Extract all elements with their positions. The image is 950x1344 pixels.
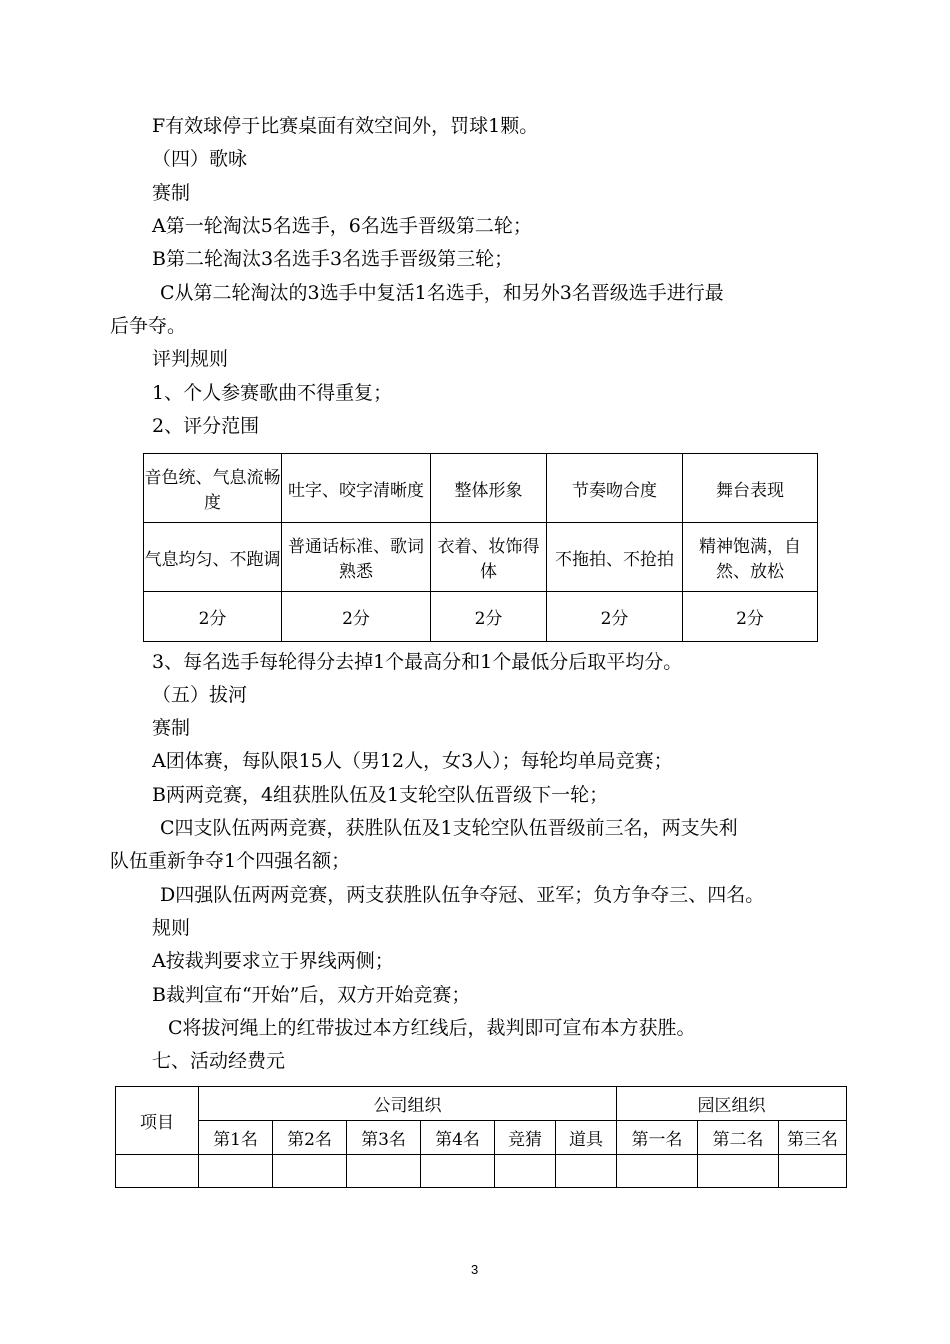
subheading: 评判规则 — [152, 348, 229, 370]
score-table — [143, 453, 818, 642]
budget-cell — [556, 1155, 617, 1188]
budget-cell — [617, 1155, 698, 1188]
budget-cell — [273, 1155, 347, 1188]
budget-cell — [116, 1155, 199, 1188]
company-col-header: 第2名 — [273, 1121, 347, 1155]
text-line: 后争夺。 — [110, 315, 187, 337]
company-col-header: 第3名 — [347, 1121, 421, 1155]
text-line: 1、个人参赛歌曲不得重复； — [152, 382, 393, 404]
item-header: 项目 — [116, 1087, 199, 1155]
company-col-header: 道具 — [556, 1121, 617, 1155]
score-header: 吐字、咬字清晰度 — [282, 454, 431, 523]
score-points: 2分 — [683, 592, 818, 642]
score-points: 2分 — [547, 592, 683, 642]
text-line: B两两竞赛，4组获胜队伍及1支轮空队伍晋级下一轮； — [152, 784, 609, 806]
score-points: 2分 — [431, 592, 547, 642]
park-col-header: 第一名 — [617, 1121, 698, 1155]
score-criterion: 不拖拍、不抢拍 — [547, 523, 683, 592]
text-line: A第一轮淘汰5名选手，6名选手晋级第二轮； — [152, 215, 532, 237]
section-heading: （五）拔河 — [152, 684, 248, 706]
company-col-header: 竞猜 — [495, 1121, 556, 1155]
text-line: A团体赛，每队限15人（男12人，女3人）；每轮均单局竞赛； — [152, 750, 673, 772]
text-line: 2、评分范围 — [152, 415, 260, 437]
budget-cell — [495, 1155, 556, 1188]
text-line: C从第二轮淘汰的3选手中复活1名选手，和另外3名晋级选手进行最 — [160, 282, 724, 304]
budget-cell — [421, 1155, 495, 1188]
page-number: 3 — [471, 1262, 479, 1277]
park-header: 园区组织 — [617, 1087, 847, 1121]
section-heading: （四）歌咏 — [152, 148, 248, 170]
score-header: 舞台表现 — [683, 454, 818, 523]
text-line: B第二轮淘汰3名选手3名选手晋级第三轮； — [152, 248, 514, 270]
budget-cell — [199, 1155, 273, 1188]
company-col-header: 第1名 — [199, 1121, 273, 1155]
text-line: A按裁判要求立于界线两侧； — [152, 950, 394, 972]
score-criterion: 精神饱满，自然、放松 — [683, 523, 818, 592]
budget-cell — [347, 1155, 421, 1188]
score-header: 音色统、气息流畅度 — [144, 454, 282, 523]
score-criterion: 衣着、妆饰得体 — [431, 523, 547, 592]
score-criterion: 普通话标准、歌词熟悉 — [282, 523, 431, 592]
company-header: 公司组织 — [199, 1087, 617, 1121]
score-criterion: 气息均匀、不跑调 — [144, 523, 282, 592]
section-heading: 七、活动经费元 — [152, 1050, 286, 1072]
park-col-header: 第三名 — [779, 1121, 847, 1155]
score-header: 整体形象 — [431, 454, 547, 523]
text-line: 3、每名选手每轮得分去掉1个最高分和1个最低分后取平均分。 — [152, 651, 683, 673]
score-points: 2分 — [144, 592, 282, 642]
text-line: B裁判宣布“开始”后，双方开始竞赛； — [152, 984, 471, 1006]
text-line: 队伍重新争夺1个四强名额； — [110, 850, 351, 872]
subheading: 规则 — [152, 917, 191, 939]
budget-cell — [779, 1155, 847, 1188]
subheading: 赛制 — [152, 182, 191, 204]
score-points: 2分 — [282, 592, 431, 642]
score-header: 节奏吻合度 — [547, 454, 683, 523]
text-line: C将拔河绳上的红带拔过本方红线后，裁判即可宣布本方获胜。 — [168, 1017, 696, 1039]
subheading: 赛制 — [152, 717, 191, 739]
text-line: F有效球停于比赛桌面有效空间外，罚球1颗。 — [152, 115, 539, 137]
text-line: C四支队伍两两竞赛，获胜队伍及1支轮空队伍晋级前三名，两支失利 — [160, 817, 738, 839]
budget-cell — [698, 1155, 779, 1188]
company-col-header: 第4名 — [421, 1121, 495, 1155]
park-col-header: 第二名 — [698, 1121, 779, 1155]
text-line: D四强队伍两两竞赛，两支获胜队伍争夺冠、亚军；负方争夺三、四名。 — [160, 884, 765, 906]
budget-table — [115, 1086, 847, 1188]
